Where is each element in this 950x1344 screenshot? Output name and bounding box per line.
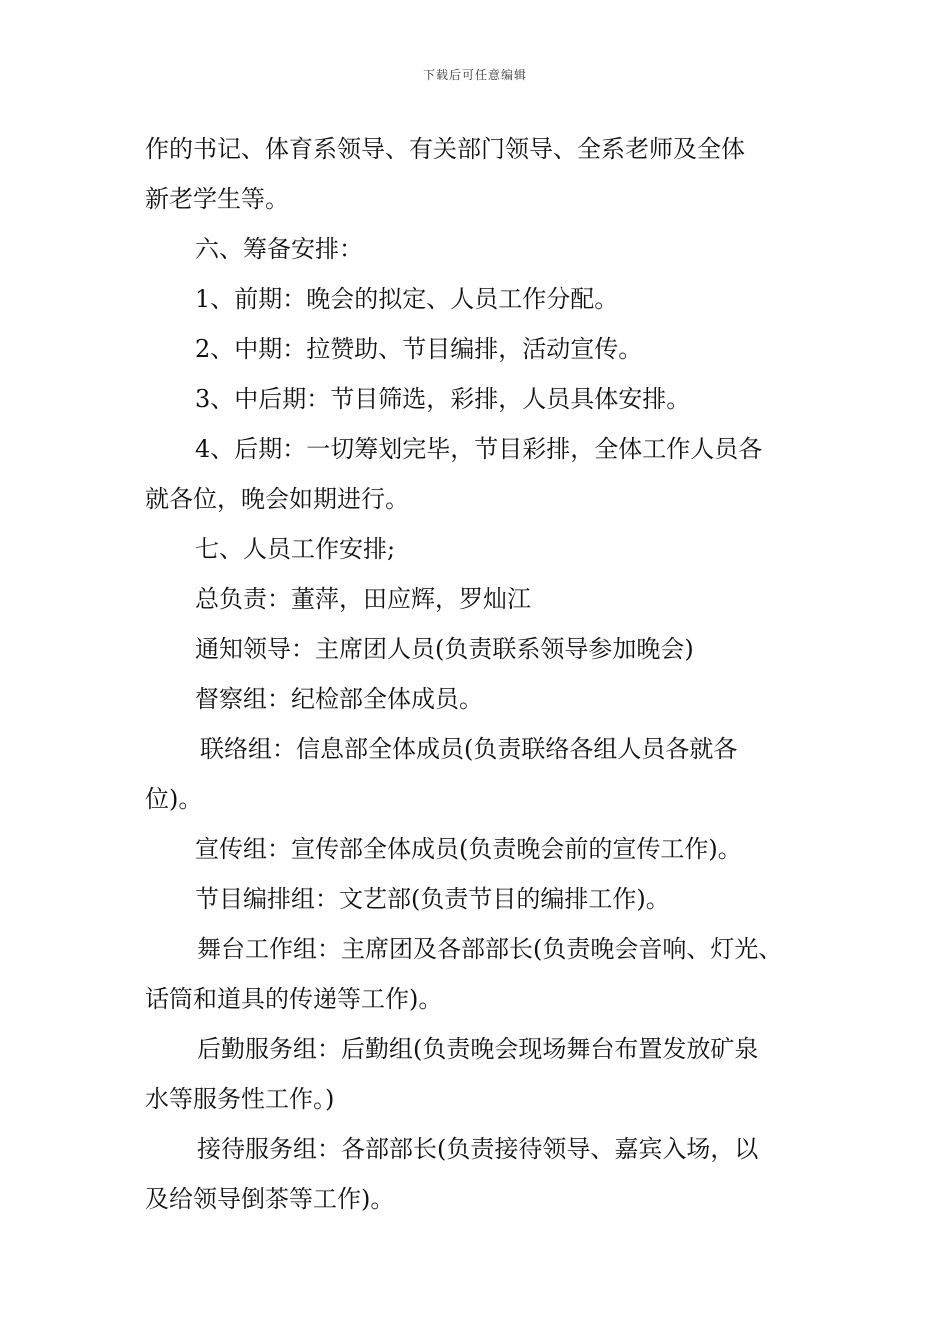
text-line: 及给领导倒茶等工作)。: [145, 1185, 395, 1213]
text-line: 节目编排组：文艺部(负责节目的编排工作)。: [195, 885, 670, 913]
section-heading: 六、筹备安排：: [195, 235, 363, 263]
section-heading: 七、人员工作安排;: [195, 535, 396, 563]
page-header: 下载后可任意编辑: [422, 68, 527, 82]
text-line: 3、中后期：节目筛选，彩排，人员具体安排。: [195, 385, 691, 413]
text-line: 话筒和道具的传递等工作)。: [145, 985, 443, 1013]
text-line: 2、中期：拉赞助、节目编排，活动宣传。: [195, 335, 643, 363]
text-line: 1、前期：晚会的拟定、人员工作分配。: [195, 285, 619, 313]
text-line: 通知领导：主席团人员(负责联系领导参加晚会): [195, 635, 694, 663]
text-line: 联络组：信息部全体成员(负责联络各组人员各就各: [200, 735, 738, 763]
text-line: 总负责：董萍，田应辉，罗灿江: [195, 585, 531, 613]
text-line: 位)。: [145, 785, 203, 813]
text-line: 水等服务性工作。): [145, 1085, 335, 1113]
text-line: 督察组：纪检部全体成员。: [195, 685, 483, 713]
text-line: 宣传组：宣传部全体成员(负责晚会前的宣传工作)。: [195, 835, 742, 863]
text-line: 4、后期：一切筹划完毕，节目彩排，全体工作人员各: [195, 435, 763, 463]
text-line: 接待服务组：各部部长(负责接待领导、嘉宾入场，以: [197, 1135, 759, 1163]
text-line: 后勤服务组：后勤组(负责晚会现场舞台布置发放矿泉: [197, 1035, 759, 1063]
text-line: 就各位，晚会如期进行。: [145, 485, 409, 513]
text-line: 舞台工作组：主席团及各部部长(负责晚会音响、灯光、: [197, 935, 783, 963]
text-line: 作的书记、体育系领导、有关部门领导、全系老师及全体: [145, 135, 745, 163]
text-line: 新老学生等。: [145, 185, 289, 213]
